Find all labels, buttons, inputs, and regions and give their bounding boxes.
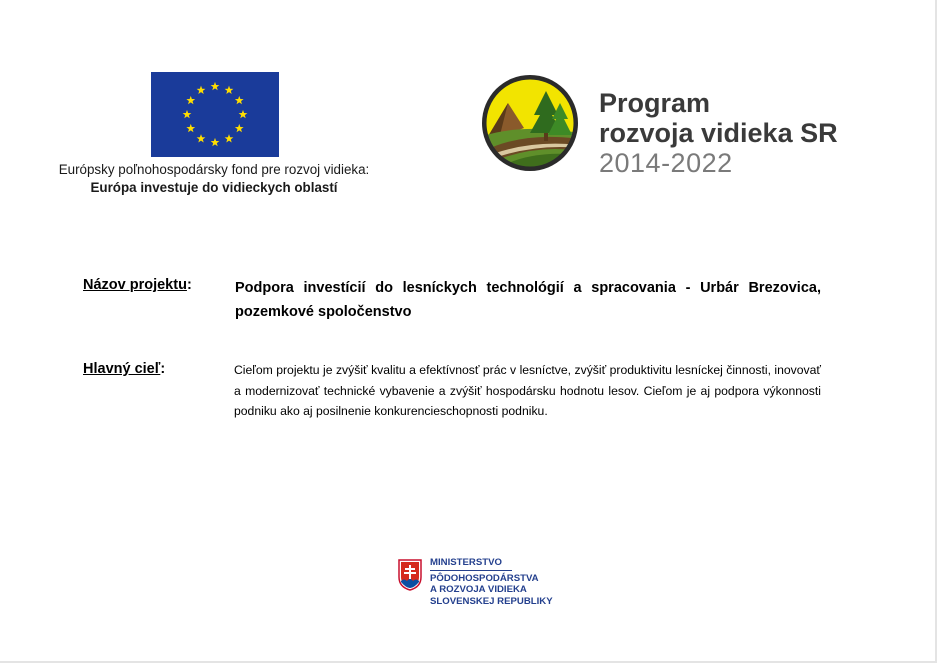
ministry-line-4: SLOVENSKEJ REPUBLIKY [430,595,553,607]
eu-caption-line-1: Európsky poľnohospodársky fond pre rozvoj vidieka: [58,162,370,177]
forest-landscape-icon [480,73,580,173]
program-line-3: 2014-2022 [599,148,733,178]
main-goal-value: Cieľom projektu je zvýšiť kvalitu a efektívnosť prác v lesníctve, zvýšiť produktivitu lesníckej činnosti, inovovať a modernizovať technické vybavenie a zvýšiť hospodársku hodnotu lesov. Cieľom je aj podpora výkonnosti podniku ako aj posilnenie konkurencieschopnosti podniku. [234,363,821,418]
eu-fund-caption [36,161,392,197]
eu-flag-icon [151,72,279,157]
ministry-line-2: PÔDOHOSPODÁRSTVA [430,572,539,584]
program-line-1: Program [599,88,711,118]
main-goal-label [83,361,165,377]
main-goal-label-colon: : [160,361,166,377]
project-name-label-colon: : [186,277,192,293]
ministry-line-1: MINISTERSTVO [430,557,512,571]
main-goal-label-text: Hlavný cieľ [83,361,161,377]
project-name-label-text: Názov projektu [83,277,187,293]
program-line-2: rozvoja vidieka SR [599,118,838,148]
ministry-logo-text [430,557,553,607]
project-name-value: Podpora investícií do lesníckych technológií a spracovania - Urbár Brezovica, pozemkové spoločenstvo [235,280,821,320]
eu-caption-line-2: Európa investuje do vidieckych oblastí [90,180,338,195]
project-name-label [83,277,192,293]
program-logo-text [599,88,838,178]
ministry-line-3: A ROZVOJA VIDIEKA [430,584,527,596]
slovak-coat-of-arms-icon [398,559,422,591]
